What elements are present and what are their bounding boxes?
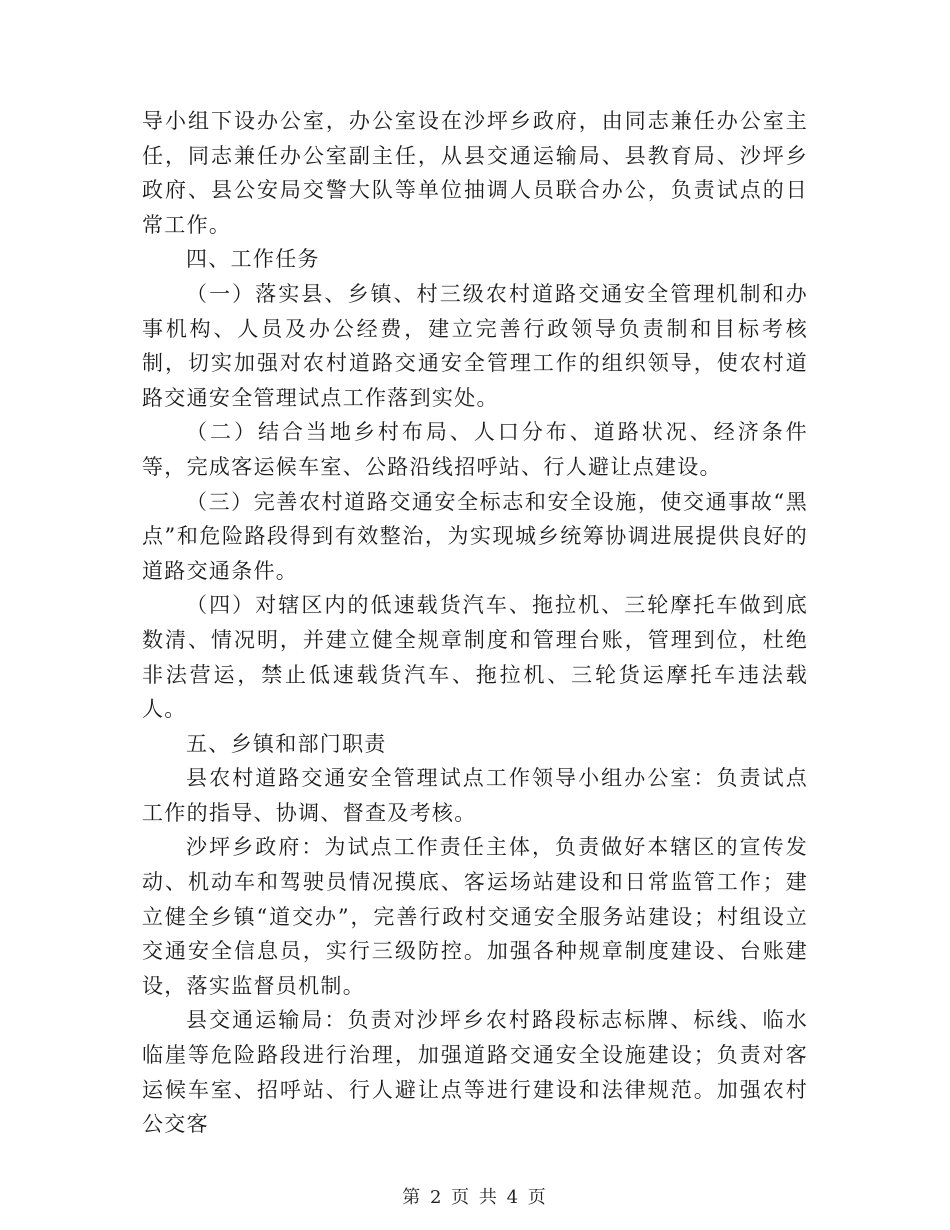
paragraph-task-2: （二）结合当地乡村布局、人口分布、道路状况、经济条件等，完成客运候车室、公路沿线招呼站、行人避让点建设。 xyxy=(142,420,808,479)
section-heading-responsibilities: 五、乡镇和部门职责 xyxy=(186,731,387,756)
paragraph-office-duty: 县农村道路交通安全管理试点工作领导小组办公室：负责试点工作的指导、协调、督查及考核。 xyxy=(142,766,808,825)
paragraph-task-4: （四）对辖区内的低速载货汽车、拖拉机、三轮摩托车做到底数清、情况明，并建立健全规章制度和管理台账，管理到位，杜绝非法营运，禁止低速载货汽车、拖拉机、三轮货运摩托车违法载人。 xyxy=(142,593,808,722)
page-number-footer: 第 2 页 共 4 页 xyxy=(402,1187,548,1208)
paragraph-township-duty: 沙坪乡政府：为试点工作责任主体，负责做好本辖区的宣传发动、机动车和驾驶员情况摸底、客运场站建设和日常监管工作；建立健全乡镇“道交办”，完善行政村交通安全服务站建设；村组设立交通安全信息员，实行三级防控。加强各种规章制度建设、台账建设，落实监督员机制。 xyxy=(142,835,808,998)
document-body xyxy=(142,104,808,1142)
paragraph-task-1: （一）落实县、乡镇、村三级农村道路交通安全管理机制和办事机构、人员及办公经费，建立完善行政领导负责制和目标考核制，切实加强对农村道路交通安全管理工作的组织领导，使农村道路交通安全管理试点工作落到实处。 xyxy=(142,281,808,410)
section-heading-work-tasks: 四、工作任务 xyxy=(186,247,320,272)
paragraph-task-3: （三）完善农村道路交通安全标志和安全设施，使交通事故“黑点”和危险路段得到有效整治，为实现城乡统筹协调进展提供良好的道路交通条件。 xyxy=(142,489,808,583)
paragraph-transport-bureau-duty: 县交通运输局：负责对沙坪乡农村路段标志标牌、标线、临水临崖等危险路段进行治理，加强道路交通安全设施建设；负责对客运候车室、招呼站、行人避让点等进行建设和法律规范。加强农村公交客 xyxy=(142,1008,808,1137)
paragraph-continuation: 导小组下设办公室，办公室设在沙坪乡政府，由同志兼任办公室主任，同志兼任办公室副主任，从县交通运输局、县教育局、沙坪乡政府、县公安局交警大队等单位抽调人员联合办公，负责试点的日常工作。 xyxy=(142,109,808,237)
